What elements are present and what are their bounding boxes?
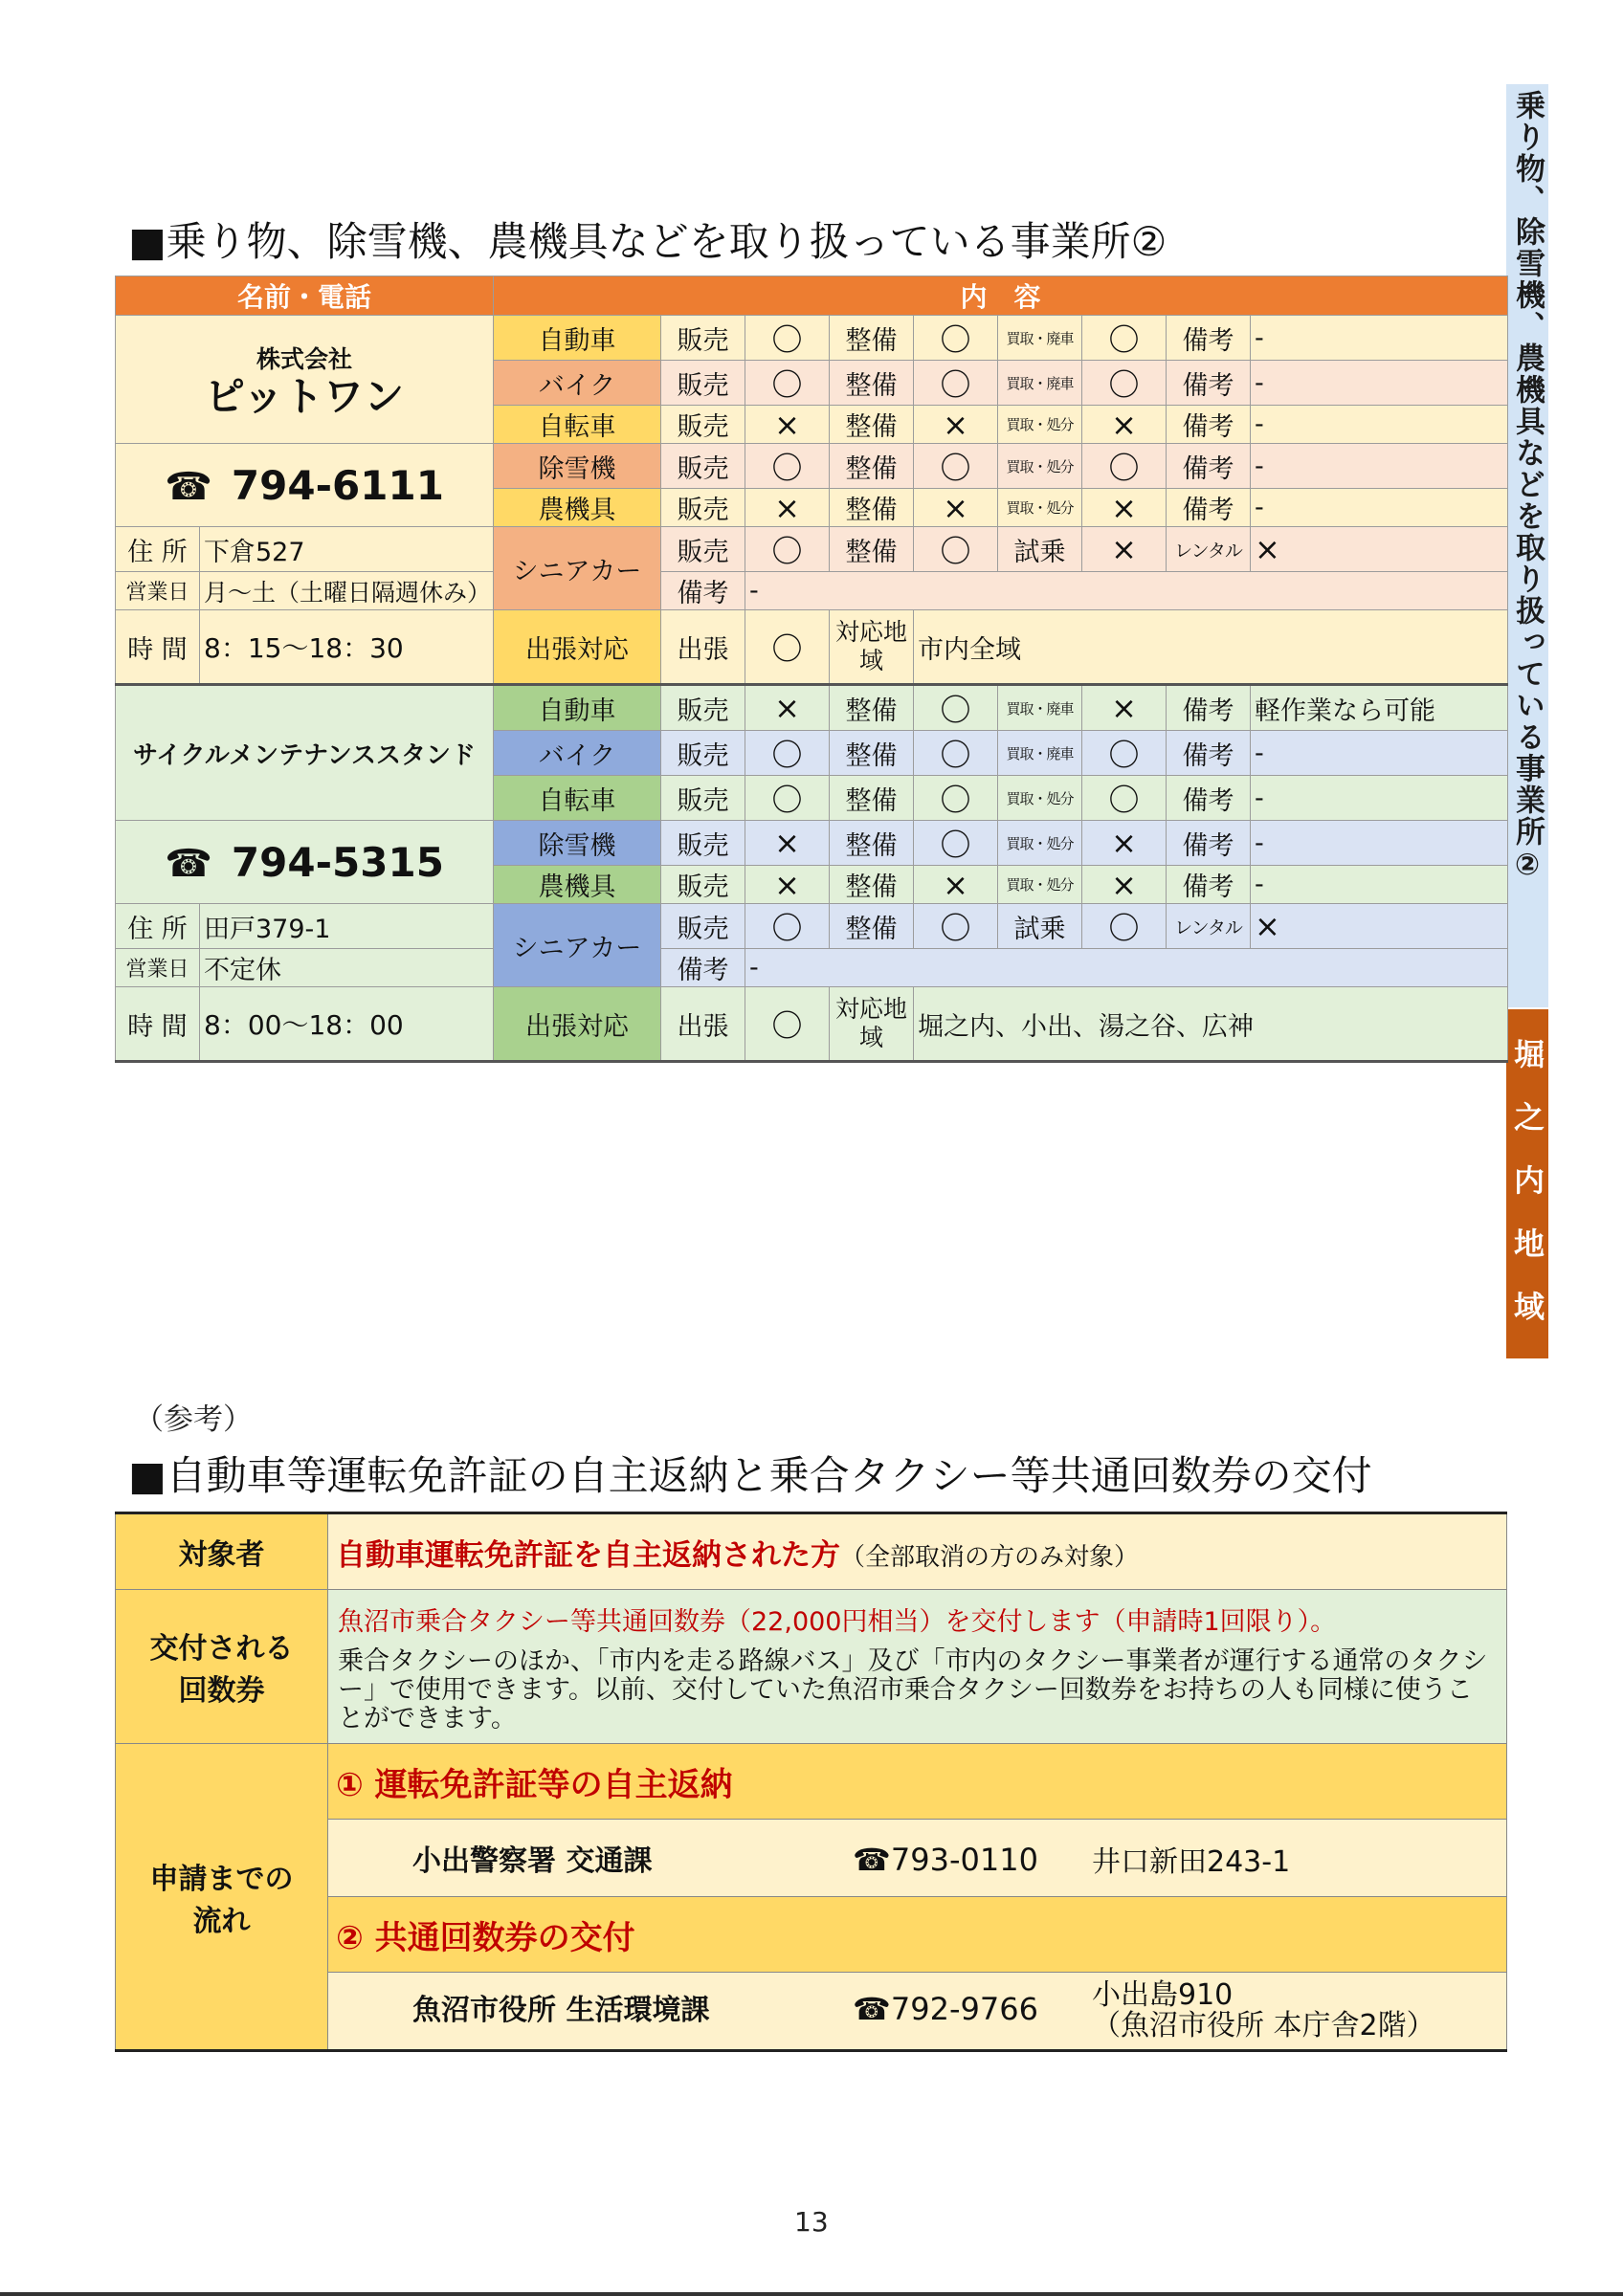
value-buy: 〇 bbox=[1082, 776, 1167, 821]
label-remarks: 備考 bbox=[1167, 776, 1251, 821]
step2-tel bbox=[853, 1991, 1092, 2027]
label-maint: 整備 bbox=[830, 685, 914, 731]
value-sell: 〇 bbox=[745, 527, 830, 572]
label-target: 対象者 bbox=[116, 1513, 328, 1590]
label-maint: 整備 bbox=[830, 821, 914, 866]
phone-icon: ☎ bbox=[165, 841, 212, 886]
phone-icon: ☎ bbox=[853, 1842, 891, 1878]
page-number: 13 bbox=[794, 2206, 829, 2238]
label-buy: 買取・処分 bbox=[998, 866, 1082, 904]
header-name-phone: 名前・電話 bbox=[116, 276, 494, 316]
value-dispatch: 〇 bbox=[745, 610, 830, 685]
phone-icon: ☎ bbox=[165, 464, 212, 509]
value-remarks: 軽作業なら可能 bbox=[1251, 685, 1508, 731]
label-sell: 販売 bbox=[661, 821, 745, 866]
value-rental: × bbox=[1251, 527, 1508, 572]
label-maint: 整備 bbox=[830, 361, 914, 406]
label-remarks: 備考 bbox=[1167, 866, 1251, 904]
label-maint: 整備 bbox=[830, 406, 914, 444]
value-remarks: - bbox=[1251, 361, 1508, 406]
label-remarks: 備考 bbox=[1167, 406, 1251, 444]
step2-org: 魚沼市役所 生活環境課 bbox=[412, 1993, 710, 2027]
label-hours: 時 間 bbox=[116, 610, 200, 685]
step2-addr-line2: （魚沼市役所 本庁舎2階） bbox=[1092, 2009, 1435, 2042]
label-hours: 時 間 bbox=[116, 987, 200, 1062]
label-sell: 販売 bbox=[661, 731, 745, 776]
label-maint: 整備 bbox=[830, 731, 914, 776]
value-maint: 〇 bbox=[914, 776, 998, 821]
business1-address: 下倉527 bbox=[200, 527, 494, 572]
value-remarks: - bbox=[1251, 821, 1508, 866]
value-maint: 〇 bbox=[914, 316, 998, 361]
business1-name bbox=[116, 316, 494, 444]
business2-hours: 8：00～18：00 bbox=[200, 987, 494, 1062]
value-buy: × bbox=[1082, 489, 1167, 527]
value-sell: × bbox=[745, 866, 830, 904]
value-sell: × bbox=[745, 821, 830, 866]
value-buy: × bbox=[1082, 821, 1167, 866]
business-table bbox=[115, 276, 1508, 1063]
bottom-rule bbox=[0, 2292, 1623, 2296]
label-maint: 整備 bbox=[830, 904, 914, 949]
row-item: 自動車 bbox=[494, 685, 661, 731]
value-buy: × bbox=[1082, 866, 1167, 904]
value-dispatch: 〇 bbox=[745, 987, 830, 1062]
label-sell: 販売 bbox=[661, 489, 745, 527]
label-sell: 販売 bbox=[661, 316, 745, 361]
label-sell: 販売 bbox=[661, 406, 745, 444]
value-remarks: - bbox=[745, 949, 1508, 987]
value-sell: 〇 bbox=[745, 361, 830, 406]
ticket-body-text: 乗合タクシーのほか、「市内を走る路線バス」及び「市内のタクシー事業者が運行する通常のタクシー」で使用できます。以前、交付していた魚沼市乗合タクシー回数券をお持ちの人も同様に使うことができます。 bbox=[338, 1645, 1488, 1733]
value-sell: × bbox=[745, 685, 830, 731]
row-item-dispatch: 出張対応 bbox=[494, 610, 661, 685]
step2-detail bbox=[328, 1973, 1507, 2051]
label-days: 営業日 bbox=[116, 572, 200, 610]
side-tab-region: 堀之内地域 bbox=[1506, 1009, 1548, 1358]
business1-name-text: ピットワン bbox=[204, 372, 405, 420]
label-buy: 買取・処分 bbox=[998, 406, 1082, 444]
section-title-businesses: ■乗り物、除雪機、農機具などを取り扱っている事業所② bbox=[128, 218, 1167, 265]
label-flow bbox=[116, 1744, 328, 2051]
value-sell: 〇 bbox=[745, 904, 830, 949]
label-remarks: 備考 bbox=[1167, 361, 1251, 406]
value-area: 堀之内、小出、湯之谷、広神 bbox=[914, 987, 1508, 1062]
row-item: 農機具 bbox=[494, 489, 661, 527]
value-sell: × bbox=[745, 489, 830, 527]
label-days: 営業日 bbox=[116, 949, 200, 987]
label-ticket bbox=[116, 1590, 328, 1744]
value-maint: 〇 bbox=[914, 527, 998, 572]
label-buy: 買取・廃車 bbox=[998, 316, 1082, 361]
row-item: 自動車 bbox=[494, 316, 661, 361]
value-maint: × bbox=[914, 406, 998, 444]
value-rental: × bbox=[1251, 904, 1508, 949]
label-remarks: 備考 bbox=[661, 949, 745, 987]
value-remarks: - bbox=[1251, 406, 1508, 444]
row-item-dispatch: 出張対応 bbox=[494, 987, 661, 1062]
value-buy: 〇 bbox=[1082, 316, 1167, 361]
value-buy: × bbox=[1082, 685, 1167, 731]
step1-tel-number: 793-0110 bbox=[890, 1842, 1038, 1878]
label-maint: 整備 bbox=[830, 776, 914, 821]
section-title-license-return: ■自動車等運転免許証の自主返納と乗合タクシー等共通回数券の交付 bbox=[128, 1452, 1372, 1499]
label-buy: 買取・廃車 bbox=[998, 731, 1082, 776]
ticket-red-text: 魚沼市乗合タクシー等共通回数券（22,000円相当）を交付します（申請時1回限り）。 bbox=[338, 1606, 1337, 1637]
target-main: 自動車運転免許証を自主返納された方 bbox=[336, 1537, 840, 1573]
value-buy: 〇 bbox=[1082, 361, 1167, 406]
label-sell: 販売 bbox=[661, 776, 745, 821]
value-area: 市内全域 bbox=[914, 610, 1508, 685]
label-buy: 買取・処分 bbox=[998, 821, 1082, 866]
label-trial: 試乗 bbox=[998, 527, 1082, 572]
label-buy: 買取・廃車 bbox=[998, 361, 1082, 406]
business1-days: 月～土（土曜日隔週休み） bbox=[200, 572, 494, 610]
value-maint: 〇 bbox=[914, 685, 998, 731]
value-sell: × bbox=[745, 406, 830, 444]
label-maint: 整備 bbox=[830, 489, 914, 527]
step2-addr bbox=[1092, 1980, 1435, 2042]
row-item-senior-car: シニアカー bbox=[494, 904, 661, 987]
header-content: 内 容 bbox=[494, 276, 1508, 316]
value-remarks: - bbox=[745, 572, 1508, 610]
value-maint: × bbox=[914, 489, 998, 527]
label-buy: 買取・処分 bbox=[998, 489, 1082, 527]
value-trial: × bbox=[1082, 527, 1167, 572]
step1-addr: 井口新田243-1 bbox=[1092, 1844, 1291, 1879]
row-item-senior-car: シニアカー bbox=[494, 527, 661, 610]
label-remarks: 備考 bbox=[661, 572, 745, 610]
label-sell: 販売 bbox=[661, 904, 745, 949]
value-sell: 〇 bbox=[745, 731, 830, 776]
label-remarks: 備考 bbox=[1167, 731, 1251, 776]
label-maint: 整備 bbox=[830, 316, 914, 361]
label-remarks: 備考 bbox=[1167, 316, 1251, 361]
step1-detail bbox=[328, 1820, 1507, 1897]
value-remarks: - bbox=[1251, 316, 1508, 361]
value-sell: 〇 bbox=[745, 316, 830, 361]
label-ticket-line1: 交付される bbox=[149, 1632, 294, 1666]
business2-address: 田戸379-1 bbox=[200, 904, 494, 949]
row-item: バイク bbox=[494, 361, 661, 406]
label-trial: 試乗 bbox=[998, 904, 1082, 949]
label-flow-line1: 申請までの bbox=[149, 1862, 294, 1896]
label-area: 対応地域 bbox=[830, 610, 914, 685]
row-item: 除雪機 bbox=[494, 444, 661, 489]
label-remarks: 備考 bbox=[1167, 444, 1251, 489]
label-rental: レンタル bbox=[1167, 527, 1251, 572]
step2-addr-line1: 小出島910 bbox=[1092, 1978, 1234, 2012]
target-cell bbox=[328, 1513, 1507, 1590]
step2-tel-number: 792-9766 bbox=[890, 1990, 1038, 2027]
value-remarks: - bbox=[1251, 731, 1508, 776]
business1-phone-number: 794-6111 bbox=[231, 461, 444, 509]
label-address: 住 所 bbox=[116, 527, 200, 572]
value-maint: × bbox=[914, 866, 998, 904]
target-sub: （全部取消の方のみ対象） bbox=[840, 1542, 1140, 1572]
label-maint: 整備 bbox=[830, 527, 914, 572]
label-ticket-line2: 回数券 bbox=[178, 1674, 265, 1708]
phone-icon: ☎ bbox=[853, 1990, 891, 2027]
business2-days: 不定休 bbox=[200, 949, 494, 987]
row-item: 農機具 bbox=[494, 866, 661, 904]
label-buy: 買取・処分 bbox=[998, 444, 1082, 489]
label-address: 住 所 bbox=[116, 904, 200, 949]
label-sell: 販売 bbox=[661, 444, 745, 489]
value-maint: 〇 bbox=[914, 904, 998, 949]
step1-org: 小出警察署 交通課 bbox=[412, 1844, 653, 1878]
label-buy: 買取・処分 bbox=[998, 776, 1082, 821]
value-remarks: - bbox=[1251, 776, 1508, 821]
value-sell: 〇 bbox=[745, 776, 830, 821]
label-remarks: 備考 bbox=[1167, 489, 1251, 527]
label-dispatch: 出張 bbox=[661, 987, 745, 1062]
step2-title: ② 共通回数券の交付 bbox=[328, 1897, 1507, 1973]
business2-name: サイクルメンテナンススタンド bbox=[116, 685, 494, 821]
label-sell: 販売 bbox=[661, 866, 745, 904]
step1-tel bbox=[853, 1842, 1092, 1878]
row-item: バイク bbox=[494, 731, 661, 776]
side-tab-section: 乗り物、除雪機、農機具などを取り扱っている事業所② bbox=[1506, 84, 1548, 1007]
label-sell: 販売 bbox=[661, 361, 745, 406]
row-item: 自転車 bbox=[494, 776, 661, 821]
business1-hours: 8：15～18：30 bbox=[200, 610, 494, 685]
label-flow-line2: 流れ bbox=[192, 1904, 251, 1938]
value-sell: 〇 bbox=[745, 444, 830, 489]
label-remarks: 備考 bbox=[1167, 685, 1251, 731]
value-maint: 〇 bbox=[914, 444, 998, 489]
label-dispatch: 出張 bbox=[661, 610, 745, 685]
business1-kabushiki: 株式会社 bbox=[256, 344, 353, 373]
reference-note: （参考） bbox=[134, 1402, 253, 1437]
value-maint: 〇 bbox=[914, 821, 998, 866]
value-trial: 〇 bbox=[1082, 904, 1167, 949]
value-buy: × bbox=[1082, 406, 1167, 444]
label-area: 対応地域 bbox=[830, 987, 914, 1062]
label-maint: 整備 bbox=[830, 866, 914, 904]
value-maint: 〇 bbox=[914, 731, 998, 776]
value-remarks: - bbox=[1251, 866, 1508, 904]
row-item: 自転車 bbox=[494, 406, 661, 444]
label-rental: レンタル bbox=[1167, 904, 1251, 949]
step1-title: ① 運転免許証等の自主返納 bbox=[328, 1744, 1507, 1820]
ticket-cell bbox=[328, 1590, 1507, 1744]
value-maint: 〇 bbox=[914, 361, 998, 406]
value-buy: 〇 bbox=[1082, 731, 1167, 776]
row-item: 除雪機 bbox=[494, 821, 661, 866]
business2-phone-number: 794-5315 bbox=[231, 838, 444, 886]
business2-phone bbox=[116, 821, 494, 904]
business1-phone bbox=[116, 444, 494, 527]
value-remarks: - bbox=[1251, 444, 1508, 489]
label-buy: 買取・廃車 bbox=[998, 685, 1082, 731]
label-sell: 販売 bbox=[661, 527, 745, 572]
license-return-table bbox=[115, 1512, 1507, 2052]
label-sell: 販売 bbox=[661, 685, 745, 731]
value-remarks: - bbox=[1251, 489, 1508, 527]
value-buy: 〇 bbox=[1082, 444, 1167, 489]
label-remarks: 備考 bbox=[1167, 821, 1251, 866]
label-maint: 整備 bbox=[830, 444, 914, 489]
